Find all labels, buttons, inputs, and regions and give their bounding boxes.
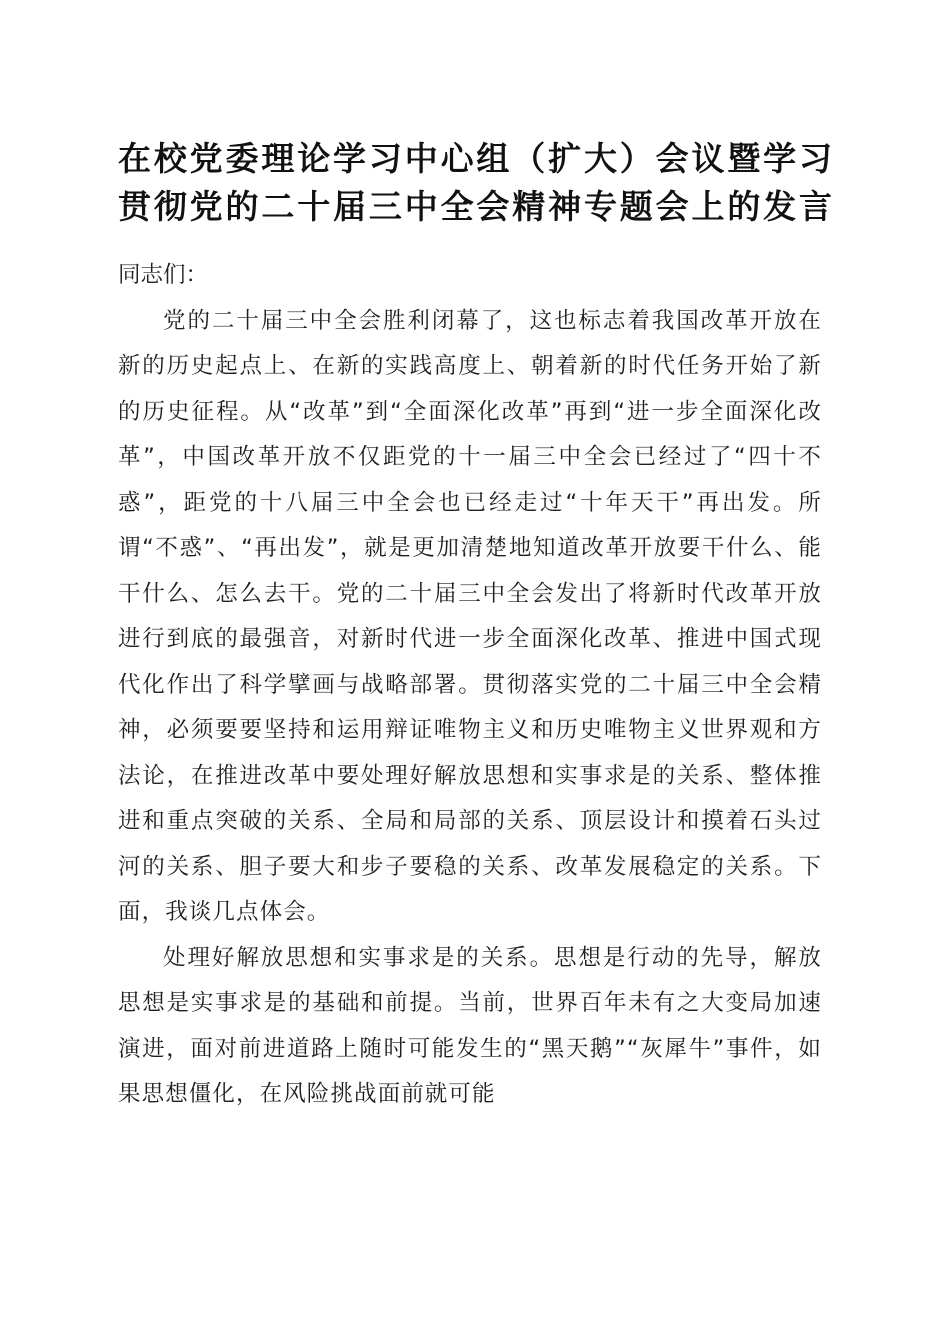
title-line-2: 贯彻党的二十届三中全会精神专题会上的发言 [118,187,832,226]
paragraph-1: 党的二十届三中全会胜利闭幕了，这也标志着我国改革开放在新的历史起点上、在新的实践高度上、朝着新的时代任务开始了新的历史征程。从“改革”到“全面深化改革”再到“进一步全面深化改革”，中国改革开放不仅距党的十一届三中全会已经过了“四十不惑”，距党的十八届三中全会也已经走过“十年天干”再出发。所谓“不惑”、“再出发”，就是更加清楚地知道改革开放要干什么、能干什么、怎么去干。党的二十届三中全会发出了将新时代改革开放进行到底的最强音，对新时代进一步全面深化改革、推进中国式现代化作出了科学擘画与战略部署。贯彻落实党的二十届三中全会精神，必须要要坚持和运用辩证唯物主义和历史唯物主义世界观和方法论，在推进改革中要处理好解放思想和实事求是的关系、整体推进和重点突破的关系、全局和局部的关系、顶层设计和摸着石头过河的关系、胆子要大和步子要稳的关系、改革发展稳定的关系。下面，我谈几点体会。 [118,307,822,925]
title-line-1: 在校党委理论学习中心组（扩大）会议暨学习 [118,139,832,178]
document-body [118,253,822,1118]
salutation: 同志们： [118,262,209,288]
paragraph-2: 处理好解放思想和实事求是的关系。思想是行动的先导，解放思想是实事求是的基础和前提。当前，世界百年未有之大变局加速演进，面对前进道路上随时可能发生的“黑天鹅”“灰犀牛”事件，如果思想僵化，在风险挑战面前就可能 [118,944,822,1107]
document-title [118,135,832,231]
